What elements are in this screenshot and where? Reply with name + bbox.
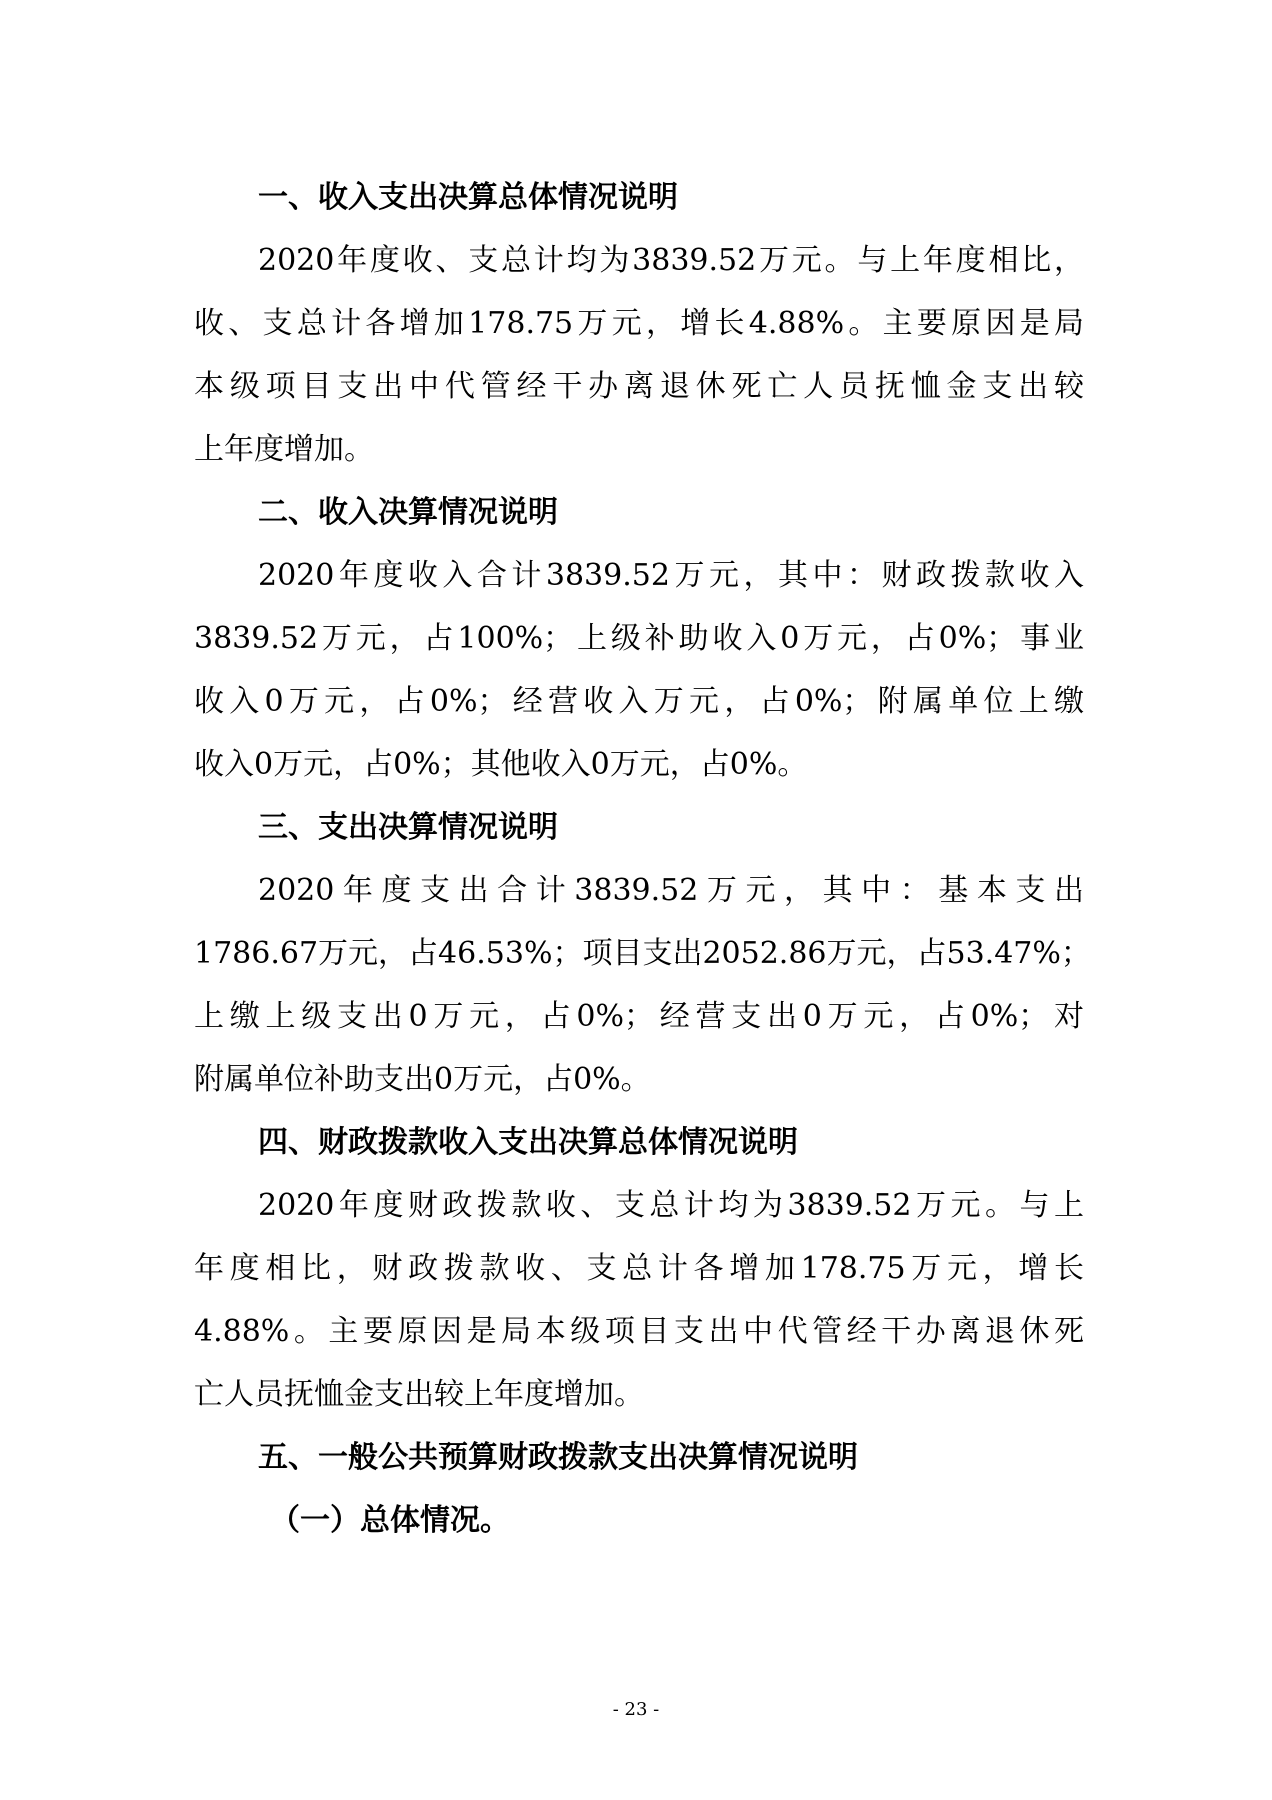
paragraph-line: 收入0万元，占0%；其他收入0万元，占0%。 xyxy=(194,747,808,782)
document-body xyxy=(194,166,1091,1552)
paragraph-line: 2020年度财政拨款收、支总计均为3839.52万元。与上 xyxy=(258,1188,1084,1223)
paragraph-line: 附属单位补助支出0万元，占0%。 xyxy=(194,1062,651,1097)
section-3-paragraph xyxy=(194,859,1091,1111)
paragraph-line: 年度相比，财政拨款收、支总计各增加178.75万元，增长 xyxy=(194,1251,1084,1286)
section-2-heading: 二、收入决算情况说明 xyxy=(258,495,558,530)
paragraph-line: 上年度增加。 xyxy=(194,432,374,467)
section-1-paragraph xyxy=(194,229,1084,481)
paragraph-line: 上缴上级支出0万元，占0%；经营支出0万元，占0%；对 xyxy=(194,999,1084,1034)
paragraph-line: 4.88%。主要原因是局本级项目支出中代管经干办离退休死 xyxy=(194,1314,1084,1349)
section-1-heading: 一、收入支出决算总体情况说明 xyxy=(258,180,678,215)
paragraph-line: 2020年度支出合计3839.52万元，其中：基本支出 xyxy=(258,873,1084,908)
section-4-heading: 四、财政拨款收入支出决算总体情况说明 xyxy=(258,1125,798,1160)
paragraph-line: 2020年度收入合计3839.52万元，其中：财政拨款收入 xyxy=(258,558,1084,593)
page-number: - 23 - xyxy=(612,1699,660,1720)
paragraph-line: 1786.67万元，占46.53%；项目支出2052.86万元，占53.47%； xyxy=(194,936,1091,971)
paragraph-line: 收入0万元，占0%；经营收入万元，占0%；附属单位上缴 xyxy=(194,684,1084,719)
paragraph-line: 本级项目支出中代管经干办离退休死亡人员抚恤金支出较 xyxy=(194,369,1084,404)
paragraph-line: 收、支总计各增加178.75万元，增长4.88%。主要原因是局 xyxy=(194,306,1084,341)
section-2-paragraph xyxy=(194,544,1084,796)
paragraph-line: 2020年度收、支总计均为3839.52万元。与上年度相比， xyxy=(258,243,1084,278)
section-5-heading: 五、一般公共预算财政拨款支出决算情况说明 xyxy=(258,1440,858,1475)
paragraph-line: 3839.52万元，占100%；上级补助收入0万元，占0%；事业 xyxy=(194,621,1084,656)
section-4-paragraph xyxy=(194,1174,1084,1426)
paragraph-line: 亡人员抚恤金支出较上年度增加。 xyxy=(194,1377,644,1412)
section-3-heading: 三、支出决算情况说明 xyxy=(258,810,558,845)
section-5-subheading: （一）总体情况。 xyxy=(270,1503,510,1538)
